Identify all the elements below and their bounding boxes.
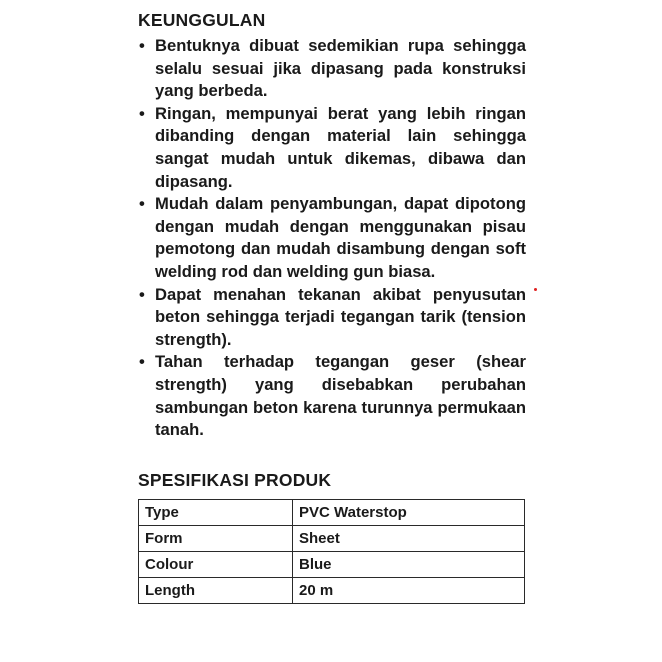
advantages-heading: KEUNGGULAN (138, 10, 266, 30)
advantage-text: Bentuknya dibuat sedemikian rupa sehingga selalu sesuai jika dipasang pada konstruksi yang berbeda. (155, 36, 526, 101)
advantage-text: Tahan terhadap tegangan geser (shear strength) yang disebabkan perubahan sambungan beton karena turunnya permukaan tanah. (155, 352, 526, 440)
specs-heading: SPESIFIKASI PRODUK (138, 469, 332, 490)
spec-label: Length (139, 577, 293, 603)
table-row (139, 577, 525, 603)
advantages-list (138, 35, 526, 442)
spec-label: Type (139, 499, 293, 525)
bullet-icon: • (139, 284, 145, 304)
table-row (139, 499, 525, 525)
list-item (138, 351, 526, 441)
bullet-icon: • (139, 194, 145, 214)
bullet-icon: • (139, 103, 145, 123)
bullet-icon: • (139, 36, 145, 55)
spec-value: PVC Waterstop (293, 499, 525, 525)
spec-table (138, 499, 525, 604)
advantage-text: Dapat menahan tekanan akibat penyusutan beton sehingga terjadi tegangan tarik (tension strength). (155, 284, 526, 349)
bullet-icon: • (139, 352, 145, 372)
advantage-text: Ringan, mempunyai berat yang lebih ringan dibanding dengan material lain sehingga sangat mudah untuk dikemas, dibawa dan dipasang. (155, 103, 526, 191)
spec-value: Sheet (293, 525, 525, 551)
advantage-text: Mudah dalam penyambungan, dapat dipotong dengan mudah dengan menggunakan pisau pemotong dan mudah disambung dengan soft welding rod dan welding gun biasa. (155, 194, 526, 281)
spec-value: 20 m (293, 577, 525, 603)
spec-label: Colour (139, 551, 293, 577)
list-item (138, 284, 526, 352)
product-sheet (138, 8, 526, 604)
list-item (138, 103, 526, 193)
marker-dot (534, 288, 537, 291)
spec-label: Form (139, 525, 293, 551)
list-item (138, 35, 526, 103)
table-row (139, 525, 525, 551)
table-row (139, 551, 525, 577)
spec-value: Blue (293, 551, 525, 577)
list-item (138, 193, 526, 283)
